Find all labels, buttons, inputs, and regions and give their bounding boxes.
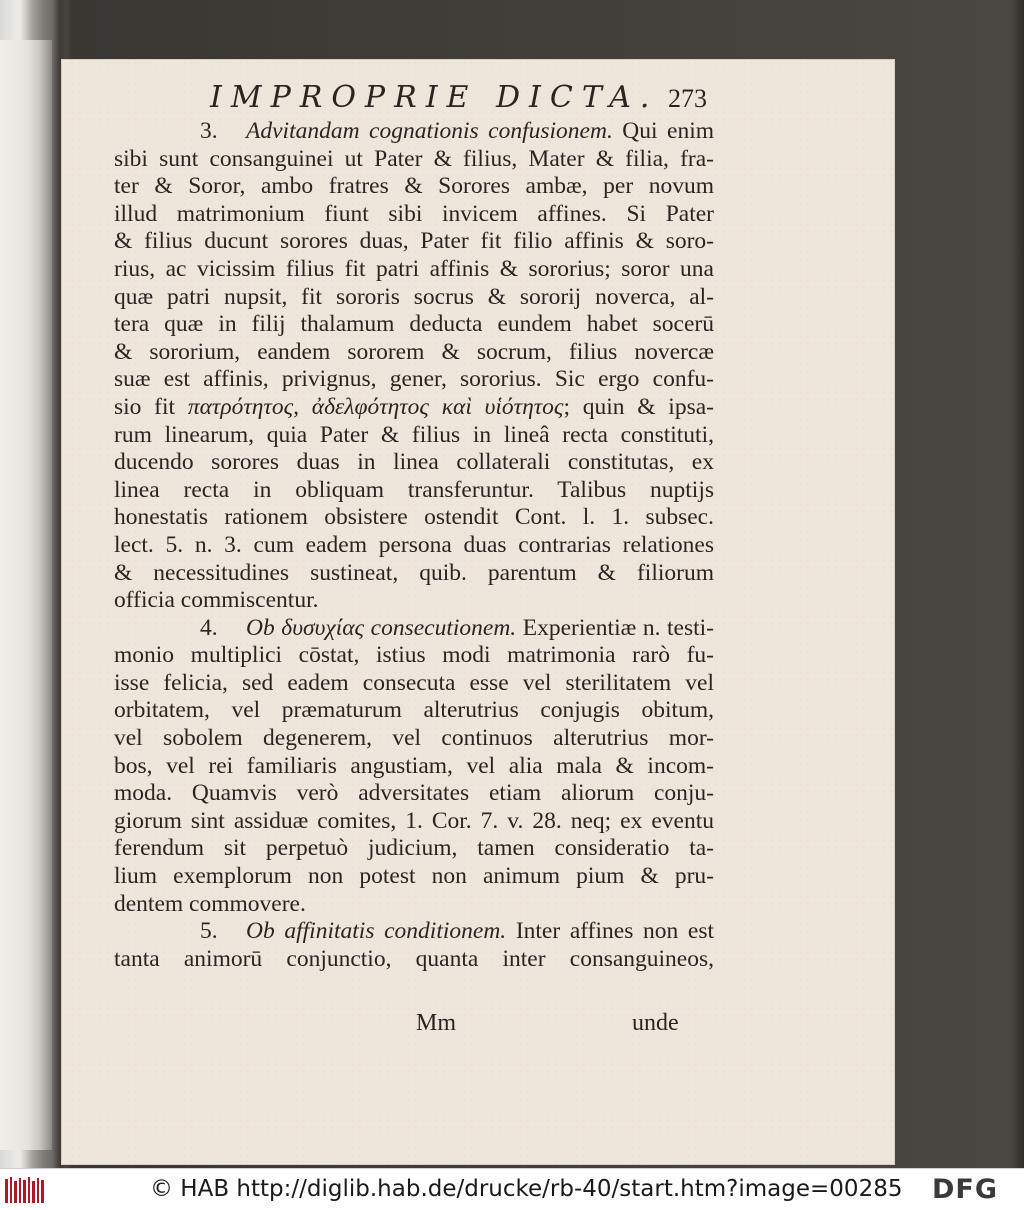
- text-line: [114, 504, 714, 532]
- text-run: rius, ac vicissim filius fit patri affinis & sororius; soror una: [114, 255, 714, 282]
- page-number: 273: [668, 84, 707, 113]
- italic-phrase: πατρότητος, ἀδελφότητος καὶ υἱότητος: [187, 393, 564, 420]
- text-line: [114, 835, 714, 863]
- text-run: & filius ducunt sorores duas, Pater fit filio affinis & soro-: [114, 228, 714, 255]
- text-line: [114, 201, 714, 229]
- text-line: [114, 449, 714, 477]
- text-line: [114, 256, 714, 284]
- text-line: [114, 891, 714, 919]
- text-line: [114, 642, 714, 670]
- text-run: vel sobolem degenerem, vel continuos alterutrius mor-: [114, 725, 714, 752]
- text-run: ferendum sit perpetuò judicium, tamen consideratio ta-: [114, 835, 714, 862]
- text-run: lium exemplorum non potest non animum pium & pru-: [114, 863, 714, 890]
- text-line: [114, 808, 714, 836]
- text-line: [114, 311, 714, 339]
- text-run: tera quæ in filij thalamum deducta eundem habet socerū: [114, 311, 714, 338]
- signature-mark: Mm: [416, 1010, 457, 1036]
- text-line: [114, 394, 714, 422]
- text-run: bos, vel rei familiaris angustiam, vel alia mala & incom-: [114, 752, 714, 779]
- text-line: [114, 753, 714, 781]
- text-line: [114, 477, 714, 505]
- copyright-link[interactable]: © HAB http://diglib.hab.de/drucke/rb-40/start.htm?image=00285: [150, 1176, 903, 1202]
- dfg-logo: DFG: [932, 1174, 999, 1205]
- paragraph-number: 3.: [200, 118, 218, 144]
- text-line: [114, 946, 714, 974]
- text-line: [114, 918, 714, 946]
- text-run: Inter affines non est: [506, 918, 714, 945]
- running-head: IMPROPRIE DICTA.: [210, 80, 659, 115]
- text-line: [114, 587, 714, 615]
- text-run: lect. 5. n. 3. cum eadem persona duas contrarias relationes: [114, 531, 714, 558]
- text-run: Experientiæ n. testi-: [516, 614, 714, 641]
- italic-phrase: Ob δυσυχίας consecutionem.: [246, 614, 517, 641]
- text-line: [114, 670, 714, 698]
- paragraph-number: 5.: [200, 918, 218, 945]
- text-run: orbitatem, vel præmaturum alterutrius conjugis obitum,: [114, 697, 714, 724]
- catchword: unde: [632, 1010, 679, 1036]
- text-line: [114, 697, 714, 725]
- text-run: quæ patri nupsit, fit sororis socrus & sororij noverca, al-: [114, 283, 714, 310]
- text-run: rum linearum, quia Pater & filius in lineâ recta constituti,: [114, 421, 714, 448]
- text-run: & necessitudines sustineat, quib. parentum & filiorum: [114, 559, 714, 586]
- text-line: [114, 118, 714, 146]
- text-run: isse felicia, sed eadem consecuta esse vel sterilitatem vel: [114, 669, 714, 696]
- italic-phrase: Ob affinitatis conditionem.: [246, 918, 507, 945]
- text-run: linea recta in obliquam transferuntur. Talibus nuptijs: [114, 476, 714, 503]
- text-line: [114, 284, 714, 312]
- text-line: [114, 780, 714, 808]
- text-line: [114, 422, 714, 450]
- facing-page-edge: [0, 40, 52, 1150]
- text-run: ; quin & ipsa-: [563, 393, 714, 420]
- text-run: dentem commovere.: [114, 890, 306, 917]
- text-run: illud matrimonium fiunt sibi invicem affines. Si Pater: [114, 200, 714, 227]
- text-run: ducendo sorores duas in linea collaterali constitutas, ex: [114, 449, 714, 476]
- text-run: suæ est affinis, privignus, gener, sororius. Sic ergo confu-: [114, 366, 714, 393]
- text-line: [114, 725, 714, 753]
- text-line: [114, 228, 714, 256]
- text-run: sio fit: [114, 393, 188, 420]
- text-run: giorum sint assiduæ comites, 1. Cor. 7. v. 28. neq; ex eventu: [114, 807, 714, 834]
- text-run: monio multiplici cōstat, istius modi matrimonia rarò fu-: [114, 642, 714, 669]
- text-run: officia commiscentur.: [114, 587, 319, 614]
- body-text: [114, 118, 714, 973]
- text-line: [114, 366, 714, 394]
- hab-logo-icon: [4, 1175, 48, 1205]
- text-line: [114, 173, 714, 201]
- text-run: moda. Quamvis verò adversitates etiam aliorum conju-: [114, 780, 714, 807]
- text-line: [114, 146, 714, 174]
- text-run: sibi sunt consanguinei ut Pater & filius, Mater & filia, fra-: [114, 145, 714, 172]
- text-run: honestatis rationem obsistere ostendit Cont. l. 1. subsec.: [114, 504, 714, 531]
- text-run: tanta animorū conjunctio, quanta inter consanguineos,: [114, 945, 714, 972]
- text-run: Qui enim: [612, 118, 714, 144]
- text-run: & sororium, eandem sororem & socrum, filius novercæ: [114, 338, 714, 365]
- italic-phrase: Advitandam cognationis confusionem.: [246, 118, 613, 144]
- text-line: [114, 532, 714, 560]
- paragraph-number: 4.: [200, 614, 218, 641]
- viewer-footer: [0, 1168, 1024, 1210]
- text-line: [114, 560, 714, 588]
- text-run: ter & Soror, ambo fratres & Sorores ambæ, per novum: [114, 173, 714, 200]
- text-line: [114, 863, 714, 891]
- text-line: [114, 339, 714, 367]
- text-line: [114, 615, 714, 643]
